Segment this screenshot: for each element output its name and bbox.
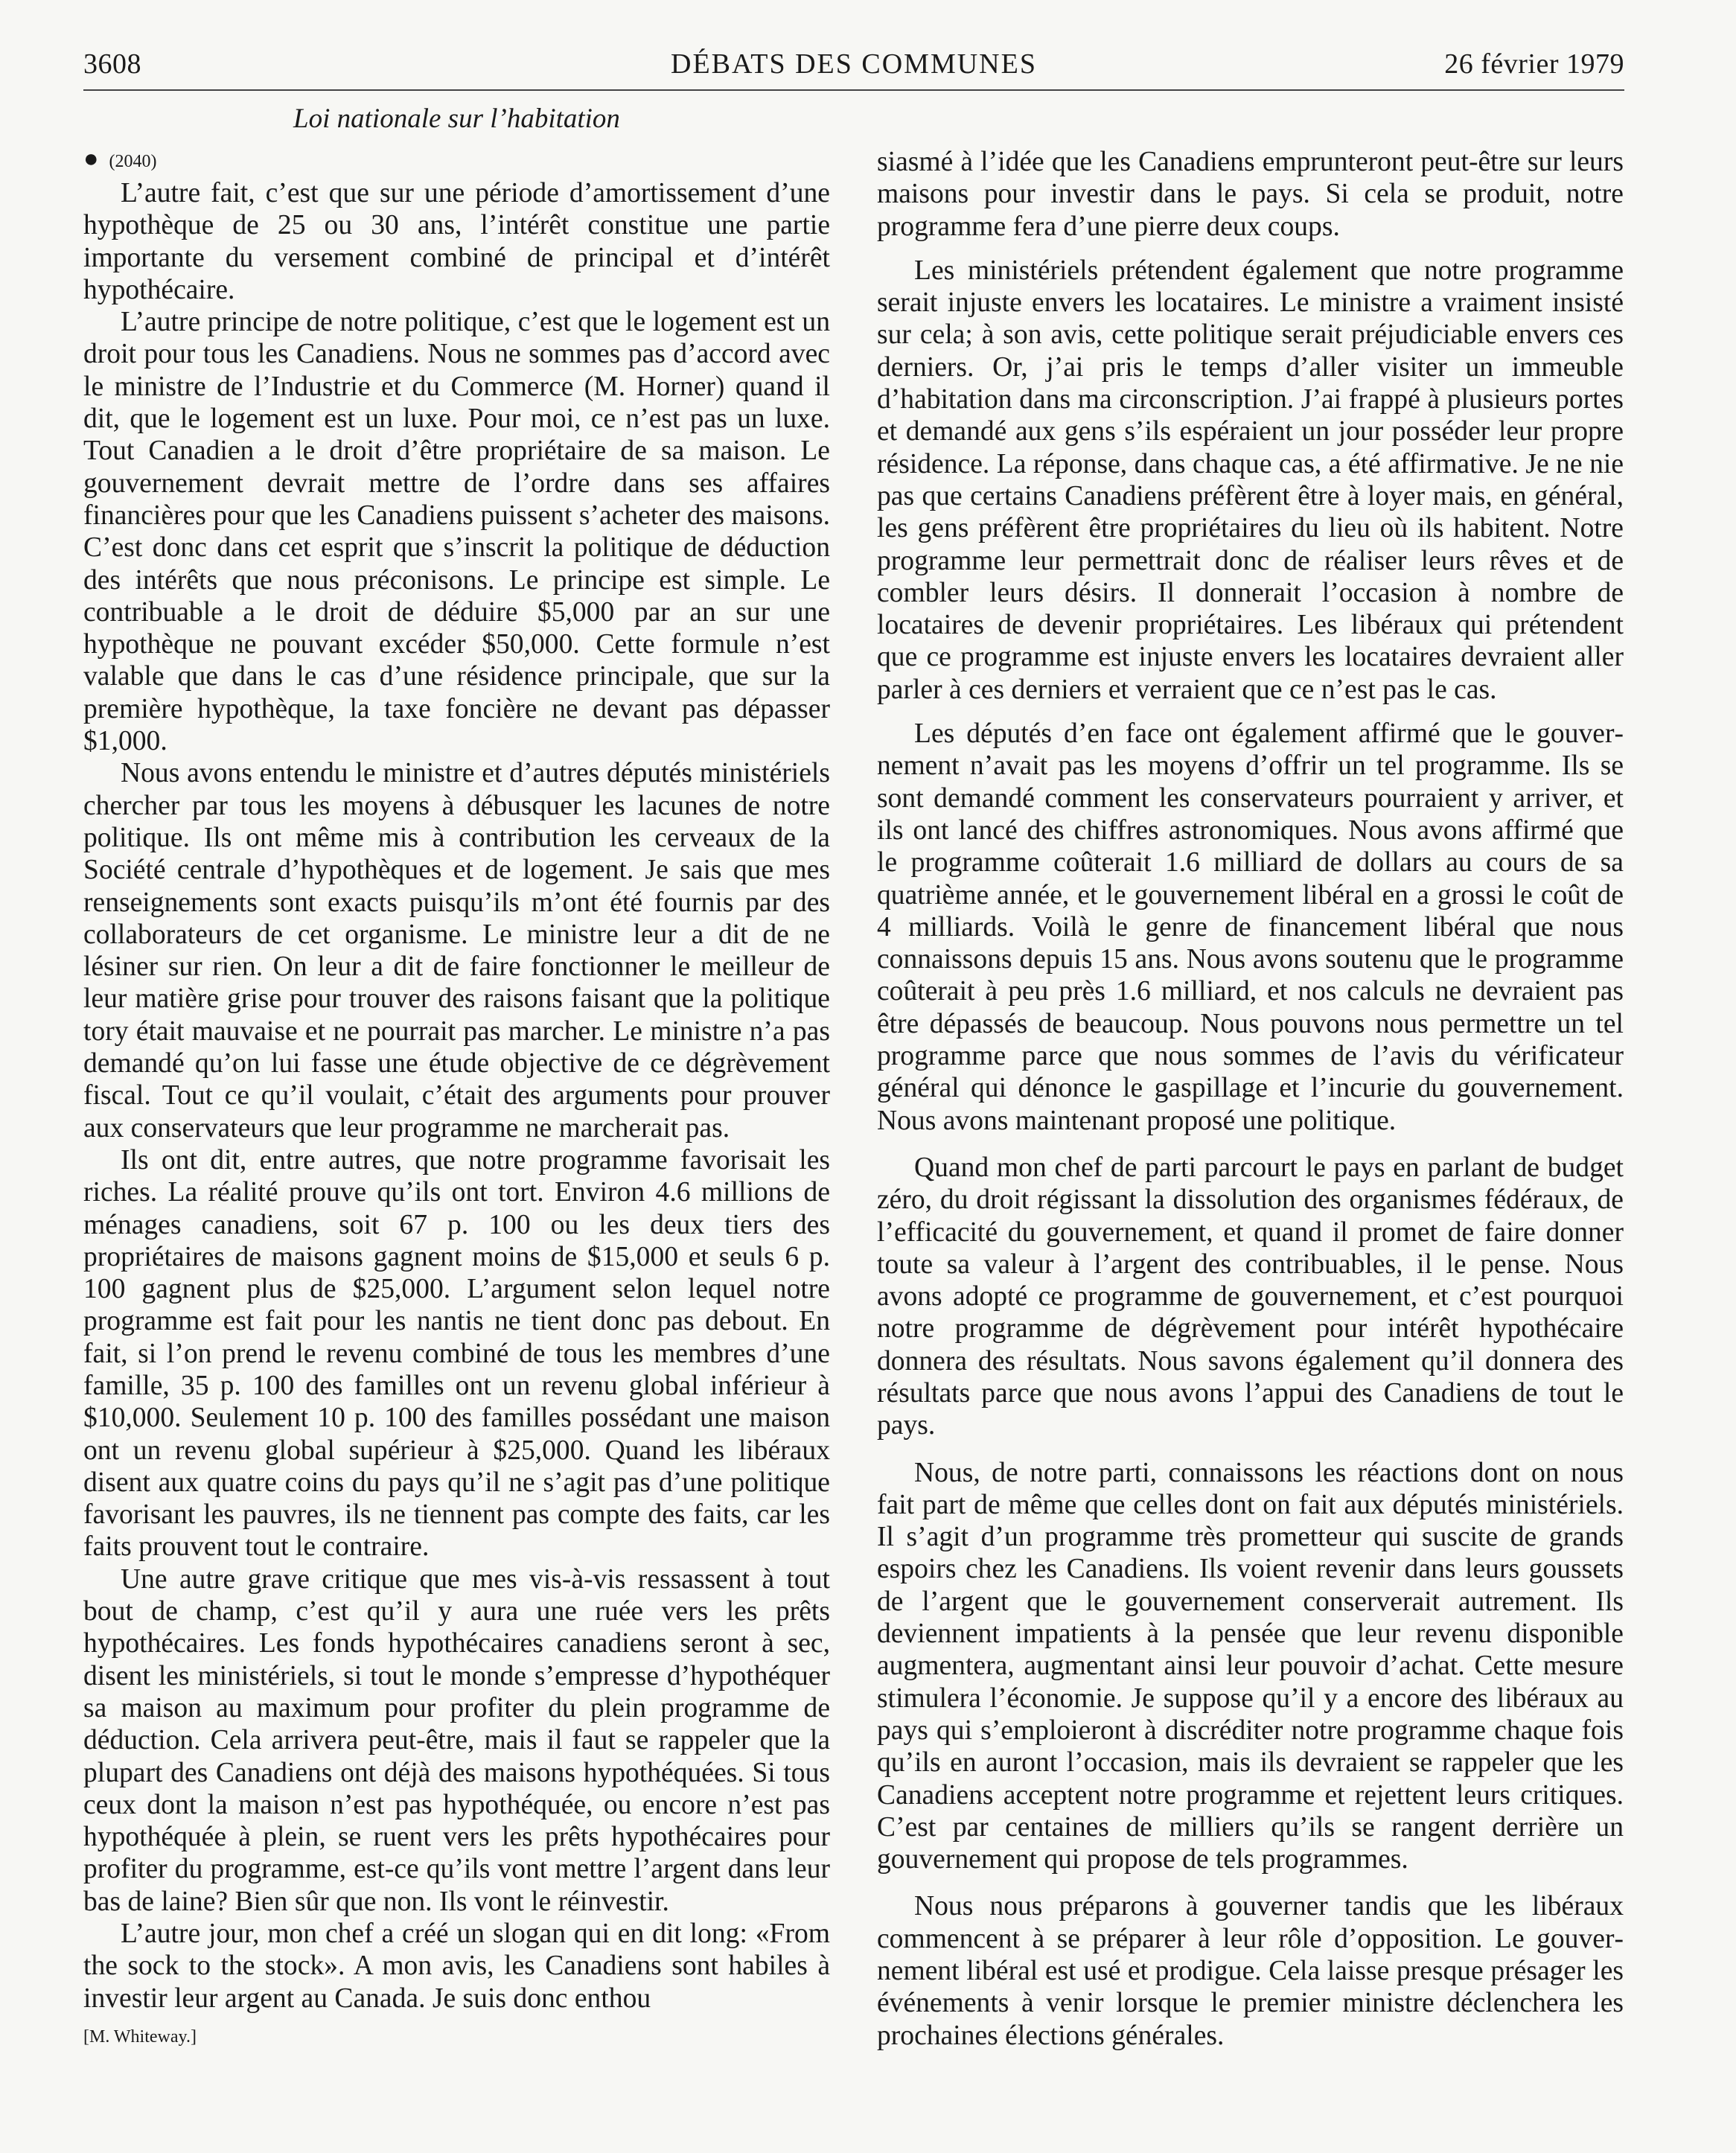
paragraph: Les députés d’en face ont également affirmé que le gouvernement n’avait pas les moyens d’offrir un tel programme. Ils se sont demandé comment les conservateurs pourraient y arriver, et ils ont lancé des chiffres astronomiques. Nous avons affirmé que le programme coûterait 1.6 milliard de dollars au cours de sa quatrième année, et le gouvernement libéral en a grossi le coût de 4 milliards. Voilà le genre de financement libéral que nous connaissons depuis 15 ans. Nous avons soutenu que le programme coûterait à peu près 1.6 milliard, et nos calculs ne devraient pas être dépassés de beaucoup. Nous pouvons nous permettre un tel programme parce que nous sommes de l’avis du vérificateur général qui dénonce le gaspillage et l’incurie du gouvernement. Nous avons maintenant proposé une politique. bbox=[877, 718, 1624, 1136]
issue-date: 26 février 1979 bbox=[1444, 48, 1624, 80]
paragraph: Ils ont dit, entre autres, que notre programme favorisait les riches. La réalité prouve qu’ils ont tort. Environ 4.6 millions de ménages canadiens, soit 67 p. 100 ou les deux tiers des propriétaires de maisons gagnent moins de $15,000 et seuls 6 p. 100 gagnent plus de $25,000. L’argument selon lequel notre programme est fait pour les nantis ne tient donc pas debout. En fait, si l’on prend le revenu combiné de tous les membres d’une famille, 35 p. 100 des familles ont un revenu global inférieur à $10,000. Seulement 10 p. 100 des familles possédant une maison ont un revenu global supérieur à $25,000. Quand les libéraux disent aux quatre coins du pays qu’il ne s’agit pas d’une politique favorisant les pauvres, ils ne tiennent pas compte des faits, car les faits prouvent tout le contraire. bbox=[83, 1144, 830, 1563]
paragraph: Nous nous préparons à gouverner tandis que les libéraux commencent à se préparer à leur rôle d’opposition. Le gouvernement libéral est usé et prodigue. Cela laisse presque présager les événements à venir lorsque le premier ministre déclenchera les prochaines élections générales. bbox=[877, 1891, 1624, 2051]
page-header bbox=[83, 46, 1624, 91]
paragraph: Quand mon chef de parti parcourt le pays en parlant de budget zéro, du droit régissant la dissolution des organismes fédéraux, de l’efficacité du gouvernement, et quand il promet de faire donner toute sa valeur à l’argent des contribuables, il le pense. Nous avons adopté ce programme de gouvernement, et c’est pourquoi notre programme de dégrèvement pour intérêt hypothécaire donnera des résultats. Nous savons également qu’il donnera des résultats parce que nous avons l’appui des Canadiens de tout le pays. bbox=[877, 1152, 1624, 1441]
left-column bbox=[83, 103, 830, 2052]
section-title: Loi nationale sur l’habitation bbox=[293, 103, 620, 134]
speaker-attribution: [M. Whiteway.] bbox=[83, 2026, 197, 2047]
time-marker-text: (2040) bbox=[109, 152, 157, 171]
paragraph: Une autre grave critique que mes vis-à-vis ressassent à tout bout de champ, c’est qu’il y aura une ruée vers les prêts hypothécaires. Les fonds hypothécaires canadiens seront à sec, disent les ministériels, si tout le monde s’empresse d’hypothéquer sa maison au maximum pour profiter du plein programme de déduction. Cela arrivera peut-être, mais il faut se rappeler que la plupart des Canadiens ont déjà des maisons hypothéquées. Si tous ceux dont la maison n’est pas hypothéquée, ou encore n’est pas hypothéquée à plein, se ruent vers les prêts hypothécaires pour profiter du programme, est-ce qu’ils vont mettre l’argent dans leur bas de laine? Bien sûr que non. Ils vont le réinvestir. bbox=[83, 1563, 830, 1917]
right-column bbox=[877, 146, 1624, 2052]
bullet-icon: ● bbox=[83, 145, 99, 173]
paragraph: L’autre fait, c’est que sur une période d’amortissement d’une hypothèque de 25 ou 30 ans, l’intérêt constitue une partie importante du versement combiné de principal et d’intérêt hypothécaire. bbox=[83, 178, 830, 305]
page-number: 3608 bbox=[83, 48, 141, 80]
paragraph: Nous, de notre parti, connaissons les réactions dont on nous fait part de même que celles dont on fait aux députés ministériels. Il s’agit d’un programme très prometteur qui suscite de grands espoirs chez les Canadiens. Ils voient revenir dans leurs goussets de l’argent que le gouvernement conserverait autrement. Ils deviennent impatients à la pensée que leur revenu disponible augmentera, augmentant ainsi leur pouvoir d’achat. Cette mesure stimulera l’économie. Je suppose qu’il y a encore des libéraux au pays qui s’emploieront à discréditer notre programme chaque fois qu’ils en auront l’occasion, mais ils devraient se rappeler que les Canadiens acceptent notre programme et rejettent leurs critiques. C’est par centaines de milliers qu’ils se rangent derrière un gouvernement qui propose de tels programmes. bbox=[877, 1457, 1624, 1875]
paragraph: Nous avons entendu le ministre et d’autres députés ministériels chercher par tous les moyens à débusquer les lacunes de notre politique. Ils ont même mis à contribution les cerveaux de la Société centrale d’hypothèques et de logement. Je sais que mes renseignements sont exacts puisqu’ils m’ont été fournis par des collaborateurs de cet organisme. Le ministre leur a dit de ne lésiner sur rien. On leur a dit de faire fonctionner le meilleur de leur matière grise pour trouver des raisons faisant que la politique tory était mauvaise et ne pourrait pas marcher. Le ministre n’a pas demandé qu’on lui fasse une étude objective de ce dégrèvement fiscal. Tout ce qu’il voulait, c’était des arguments pour prouver aux conservateurs que leur programme ne marcherait pas. bbox=[83, 758, 830, 1144]
paragraph: L’autre jour, mon chef a créé un slogan qui en dit long: «From the sock to the stock». A mon avis, les Canadiens sont habiles à investir leur argent au Canada. Je suis donc enthou bbox=[83, 1918, 830, 2014]
paragraph: siasmé à l’idée que les Canadiens emprunteront peut-être sur leurs maisons pour investir dans le pays. Si cela se produit, notre programme fera d’une pierre deux coups. bbox=[877, 147, 1624, 242]
paragraph: Les ministériels prétendent également que notre programme serait injuste envers les locataires. Le ministre a vraiment insisté sur cela; à son avis, cette politique serait préjudiciable envers ces derniers. Or, j’ai pris le temps d’aller visiter un immeuble d’habitation dans ma circonscription. J’ai frappé à plusieurs portes et demandé aux gens s’ils espéraient un jour posséder leur propre résidence. La réponse, dans chaque cas, a été affirmative. Je ne nie pas que certains Canadiens préfèrent être à loyer mais, en général, les gens préfèrent être propriétaires du lieu où ils habitent. Notre programme leur permettrait donc de réaliser leurs rêves et de combler leurs désirs. Il donnerait l’occasion à nombre de locataires de devenir propriétaires. Les libéraux qui prétendent que ce programme est injuste envers les locataires devraient aller parler à ces derniers et verraient que ce n’est pas le cas. bbox=[877, 255, 1624, 705]
paragraph: L’autre principe de notre politique, c’est que le logement est un droit pour tous les Canadiens. Nous ne sommes pas d’accord avec le ministre de l’Industrie et du Commerce (M. Horner) quand il dit, que le logement est un luxe. Pour moi, ce n’est pas un luxe. Tout Canadien a le droit d’être propriétaire de sa maison. Le gouvernement devrait mettre de l’ordre dans ses affaires financières pour que les Canadiens puissent s’acheter des maisons. C’est donc dans cet esprit que s’inscrit la politique de déduction des intérêts que nous préconisons. Le principe est simple. Le contribuable a le droit de déduire $5,000 par an sur une hypothèque ne pouvant excéder $50,000. Cette formule n’est valable que dans le cas d’une résidence principale, que sur la première hypothèque, la taxe foncière ne devant pas dépasser $1,000. bbox=[83, 307, 830, 757]
journal-title: DÉBATS DES COMMUNES bbox=[671, 48, 1037, 80]
time-marker bbox=[83, 143, 830, 178]
